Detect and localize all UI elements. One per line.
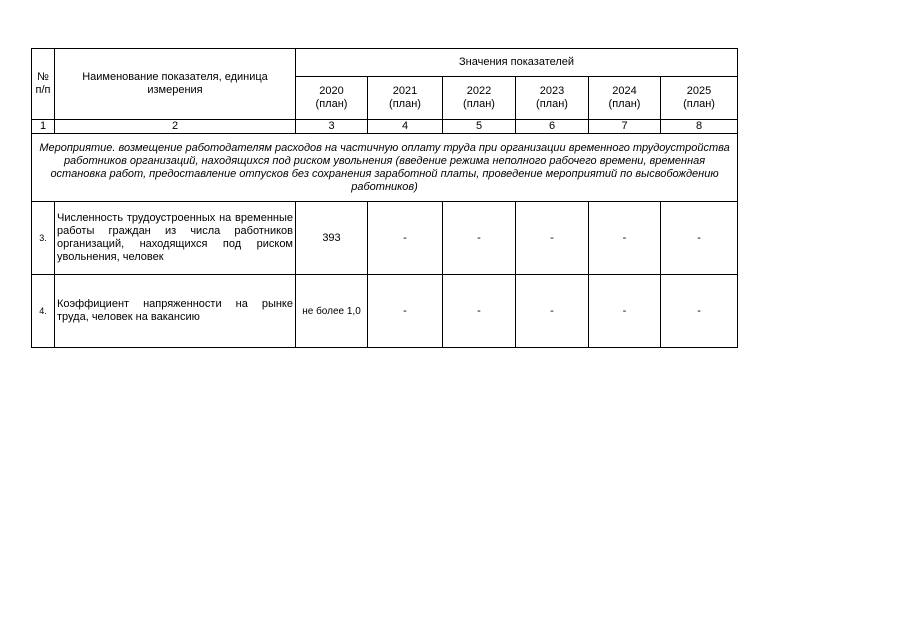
header-year-2022: 2022 (план) (443, 77, 516, 120)
value-2022: - (443, 202, 516, 275)
indicator-name: Численность трудоустроенных на временные работы граждан из числа работников организаций, находящихся под риском увольнения, человек (55, 202, 296, 275)
section-title: Мероприятие. возмещение работодателям расходов на частичную оплату труда при организации временного трудоустройства работников организаций, находящихся под риском увольнения (введение режима неполного рабочего времени, временная остановка работ, предоставление отпусков без сохранения заработной платы, проведение мероприятий по высвобождению работников) (32, 134, 738, 202)
header-year-2021: 2021 (план) (368, 77, 443, 120)
value-2023: - (516, 202, 589, 275)
column-number: 8 (661, 120, 738, 134)
value-2025: - (661, 275, 738, 348)
value-2024: - (589, 202, 661, 275)
value-2020: не более 1,0 (296, 275, 368, 348)
table-row (32, 202, 738, 275)
header-year-2025: 2025 (план) (661, 77, 738, 120)
column-number: 4 (368, 120, 443, 134)
value-2023: - (516, 275, 589, 348)
column-number: 3 (296, 120, 368, 134)
indicator-name: Коэффициент напряженности на рынке труда, человек на вакансию (55, 275, 296, 348)
table-row (32, 275, 738, 348)
value-2021: - (368, 275, 443, 348)
header-year-2024: 2024 (план) (589, 77, 661, 120)
header-num-cell: № п/п (32, 49, 55, 120)
column-number: 1 (32, 120, 55, 134)
section-row (32, 134, 738, 202)
column-number: 7 (589, 120, 661, 134)
value-2020: 393 (296, 202, 368, 275)
value-2025: - (661, 202, 738, 275)
column-number-row (32, 120, 738, 134)
row-number: 3. (32, 202, 55, 275)
header-row-top (32, 49, 738, 77)
header-year-2023: 2023 (план) (516, 77, 589, 120)
header-year-2020: 2020 (план) (296, 77, 368, 120)
indicators-table (31, 48, 738, 348)
column-number: 2 (55, 120, 296, 134)
value-2022: - (443, 275, 516, 348)
header-values-cell: Значения показателей (296, 49, 738, 77)
value-2024: - (589, 275, 661, 348)
header-name-cell: Наименование показателя, единица измерения (55, 49, 296, 120)
row-number: 4. (32, 275, 55, 348)
value-2021: - (368, 202, 443, 275)
column-number: 6 (516, 120, 589, 134)
column-number: 5 (443, 120, 516, 134)
